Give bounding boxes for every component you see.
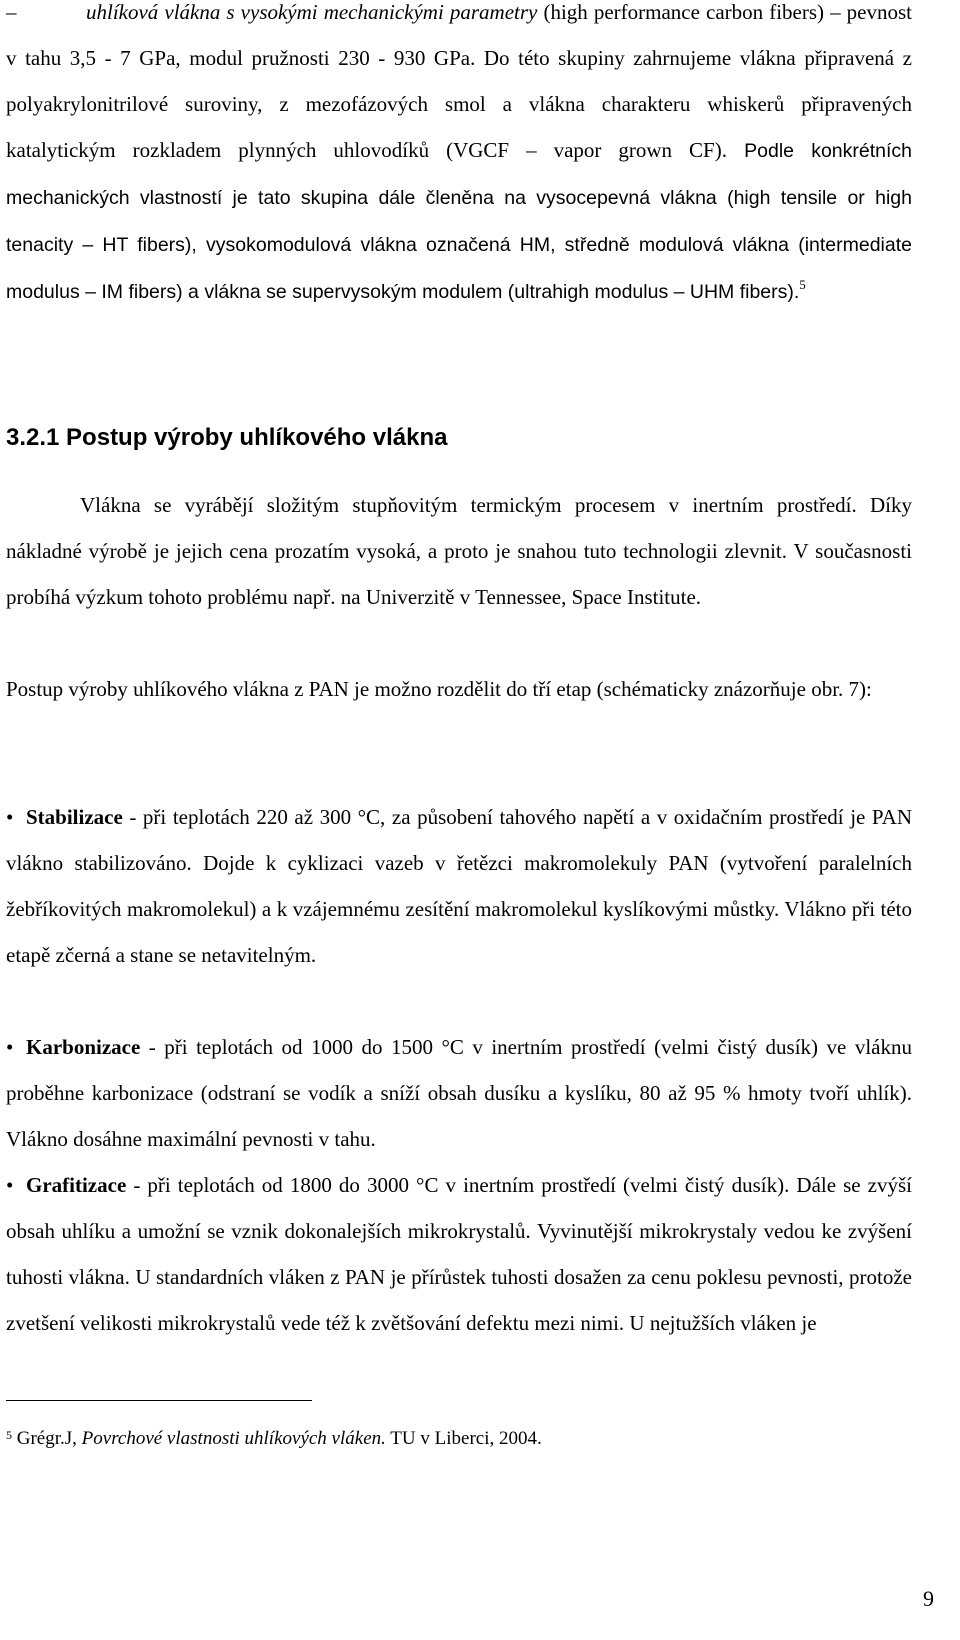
bullet-marker: •: [6, 1173, 14, 1197]
footnote-title: Povrchové vlastnosti uhlíkových vláken.: [81, 1428, 386, 1449]
footnote-number: 5: [6, 1428, 12, 1442]
bullet-marker: •: [6, 805, 14, 829]
bullet-text: - při teplotách od 1000 do 1500 °C v inertním prostředí (velmi čistý dusík) ve vláknu proběhne karbonizace (odstraní se vodík a sníží obsah dusíku a kyslíku, 80 až 95 % hmoty tvoří uhlík). Vlákno dosáhne maximální pevnosti v tahu.: [6, 1035, 912, 1151]
bullet-text: - při teplotách 220 až 300 °C, za působení tahového napětí a v oxidačním prostředí je PAN vlákno stabilizováno. Dojde k cyklizaci vazeb v řetězci makromolekuly PAN (vytvoření paralelních žebříkovitých makromolekul) a k vzájemnému zesítění makromolekul kyslíkovými můstky. Vlákno při této etapě zčerná a stane se netavitelným.: [6, 805, 912, 967]
paragraph-carbon-fiber-types: [6, 0, 912, 315]
bullet-title: Karbonizace: [26, 1035, 141, 1059]
page-number: 9: [923, 1586, 934, 1611]
list-dash: –: [6, 0, 17, 24]
paragraph-production: Vlákna se vyrábějí složitým stupňovitým termickým procesem v inertním prostředí. Díky nákladné výrobě je jejich cena prozatím vysoká, a proto je snahou tuto technologii zlevnit. V současnosti probíhá výzkum tohoto problému např. na Univerzitě v Tennessee, Space Institute.: [6, 493, 912, 609]
bullet-grafitizace: [6, 1162, 912, 1346]
footnote-rest: TU v Liberci, 2004.: [385, 1428, 542, 1449]
paragraph-sans-text: Podle konkrétních mechanických vlastností je tato skupina dále členěna na vysocepevná vlákna (high tensile or high tenacity – HT fibers), vysokomodulová vlákna označená HM, středně modulová vlákna (intermediate modulus – IM fibers) a vlákna se supervysokým modulem (ultrahigh modulus – UHM fibers).: [6, 140, 912, 303]
bullet-stabilizace: [6, 794, 912, 978]
footnote-separator: [6, 1400, 312, 1401]
paragraph-text: (high performance carbon fibers) – pevnost v tahu 3,5 - 7 GPa, modul pružnosti 230 - 930 GPa. Do této skupiny zahrnujeme vlákna připravená z polyakrylonitrilové suroviny, z mezofázových smol a vlákna charakteru whiskerů připravených katalytickým rozkladem plynných uhlovodíků (VGCF – vapor grown CF).: [6, 0, 912, 162]
footnote: [6, 1426, 542, 1452]
section-heading: 3.2.1 Postup výroby uhlíkového vlákna: [6, 424, 448, 451]
bullet-title: Grafitizace: [26, 1173, 127, 1197]
bullet-text: - při teplotách od 1800 do 3000 °C v inertním prostředí (velmi čistý dusík). Dále se zvýší obsah uhlíku a umožní se vznik dokonalejších mikrokrystalů. Vyvinutější mikrokrystaly vedou ke zvýšení tuhosti vlákna. U standardních vláken z PAN je přírůstek tuhosti dosažen za cenu poklesu pevnosti, protože zvetšení velikosti mikrokrystalů vede též k zvětšování defektu mezi nimi. U nejtužších vláken je: [6, 1173, 912, 1335]
bullet-marker: •: [6, 1035, 14, 1059]
bullet-karbonizace: [6, 1024, 912, 1162]
footnote-ref: 5: [799, 277, 806, 292]
footnote-author: Grégr.J,: [12, 1428, 82, 1449]
paragraph-stages-intro: Postup výroby uhlíkového vlákna z PAN je možno rozdělit do tří etap (schématicky znázorňuje obr. 7):: [6, 677, 872, 701]
bullet-title: Stabilizace: [26, 805, 123, 829]
term-high-performance: uhlíková vlákna s vysokými mechanickými parametry: [86, 0, 538, 24]
